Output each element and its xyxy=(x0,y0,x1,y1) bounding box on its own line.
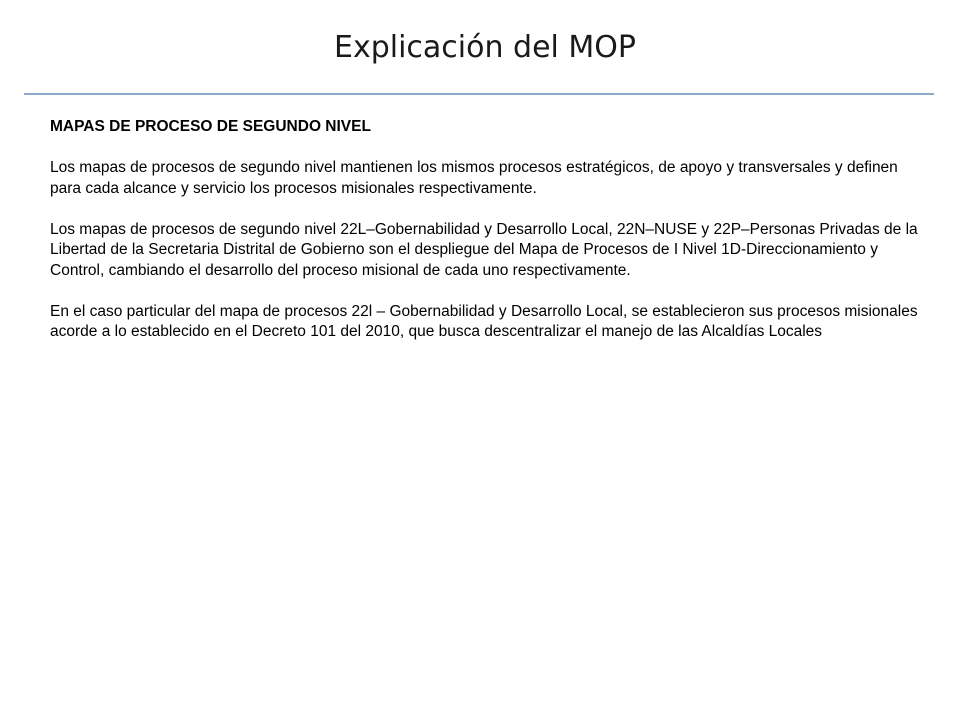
slide-content xyxy=(50,117,930,363)
section-heading: MAPAS DE PROCESO DE SEGUNDO NIVEL xyxy=(50,118,371,135)
paragraph-3: En el caso particular del mapa de procesos 22l – Gobernabilidad y Desarrollo Local, se establecieron sus procesos misionales acorde a lo establecido en el Decreto 101 del 2010, que busca descentralizar el manejo de las Alcaldías Locales xyxy=(50,302,918,340)
paragraph-2: Los mapas de procesos de segundo nivel 22L–Gobernabilidad y Desarrollo Local, 22N–NUSE y 22P–Personas Privadas de la Libertad de la Secretaria Distrital de Gobierno son el despliegue del Mapa de Procesos de I Nivel 1D-Direccionamiento y Control, cambiando el desarrollo del proceso misional de cada uno respectivamente. xyxy=(50,220,918,279)
slide-title: Explicación del MOP xyxy=(334,30,636,65)
paragraph-1: Los mapas de procesos de segundo nivel mantienen los mismos procesos estratégicos, de apoyo y transversales y definen para cada alcance y servicio los procesos misionales respectivamente. xyxy=(50,159,898,197)
title-divider xyxy=(24,93,934,95)
